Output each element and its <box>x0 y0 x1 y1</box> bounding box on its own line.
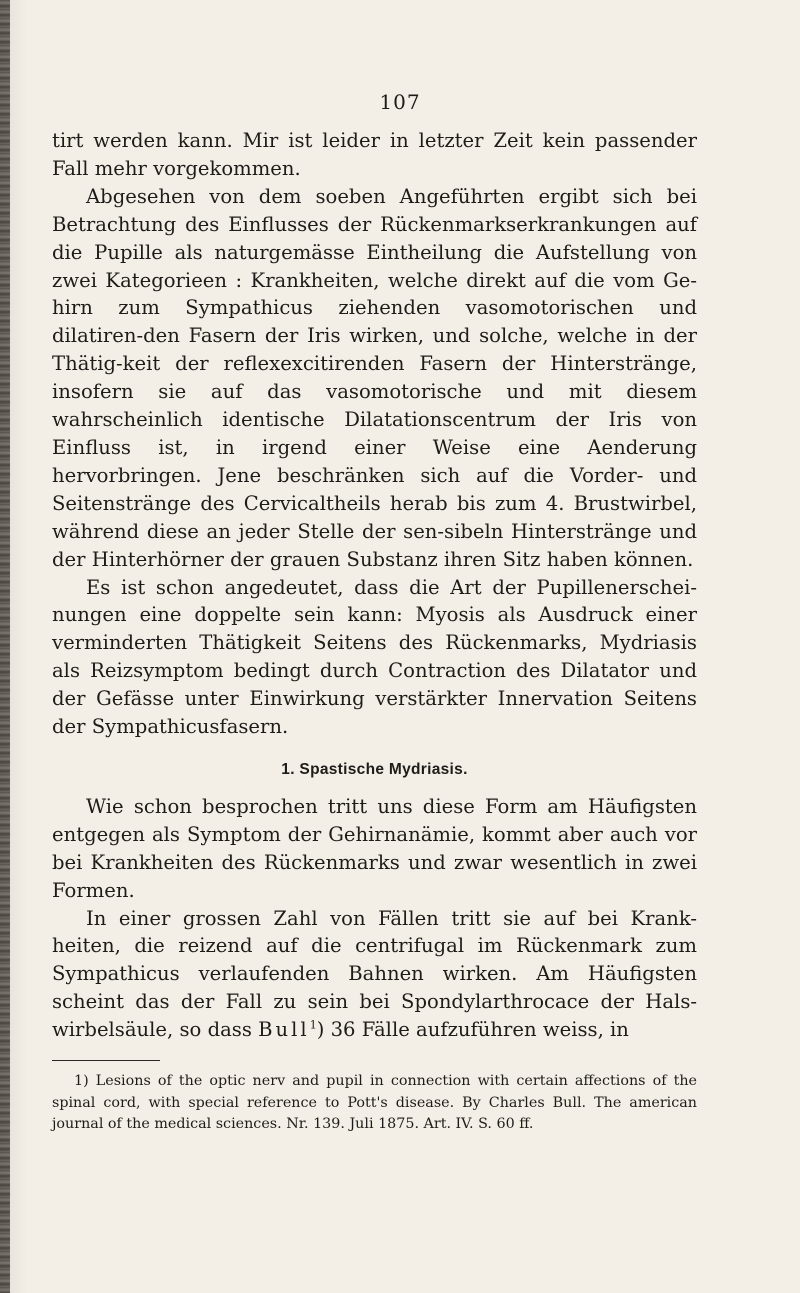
footnote-marker: 1 <box>309 1018 317 1032</box>
page-number: 107 <box>379 90 421 114</box>
paragraph-pupil-phenomena: Es ist schon angedeutet, dass die Art der Pupillenerschei-nungen eine doppelte sein kann: Myosis als Ausdruck einer verminderten Thätigkeit Seitens des Rückenmarks, Mydriasis als Reizsymptom bedingt durch Contraction des Dilatator und der Gefässe unter Einwirkung verstärkter Innervation Seitens der Sympathicusfasern. <box>52 575 697 739</box>
author-name: Bull <box>258 1018 310 1042</box>
paragraph-text-before: In einer grossen Zahl von Fällen tritt sie auf bei Krank-heiten, die reizend auf die centrifugal im Rückenmark zum Sympathicus verlaufenden Bahnen wirken. Am Häufigsten scheint das der Fall zu sein bei Spondylarthrocace der Hals-wirbelsäule, so dass <box>52 906 697 1042</box>
paragraph-continuation: tirt werden kann. Mir ist leider in letzter Zeit kein passender Fall mehr vorgekommen. <box>52 129 697 180</box>
section-heading: 1. Spastische Mydriasis. <box>281 760 468 778</box>
paragraph-spondylarthrocace <box>52 905 697 1045</box>
book-binding-edge <box>0 0 10 1293</box>
paragraph-spastic-mydriasis: Wie schon besprochen tritt uns diese Form am Häufigsten entgegen als Symptom der Gehirnanämie, kommt aber auch vor bei Krankheiten des Rückenmarks und zwar wesentlich in zwei Formen. <box>52 794 697 902</box>
paragraph-categories: Abgesehen von dem soeben Angeführten ergibt sich bei Betrachtung des Einflusses der Rückenmarkserkrankungen auf die Pupille als naturgemässe Eintheilung die Aufstellung von zwei Kategorieen : Krankheiten, welche direkt auf die vom Ge-hirn zum Sympathicus ziehenden vasomotorischen und dilatiren-den Fasern der Iris wirken, und solche, welche in der Thätig-keit der reflexexcitirenden Fasern der Hinterstränge, insofern sie auf das vasomotorische und mit diesem wahrscheinlich identische Dilatationscentrum der Iris von Einfluss ist, in irgend einer Weise eine Aenderung hervorbringen. Jene beschränken sich auf die Vorder- und Seitenstränge des Cervicaltheils herab bis zum 4. Brustwirbel, während diese an jeder Stelle der sen-sibeln Hinterstränge und der Hinterhörner der grauen Substanz ihren Sitz haben können. <box>52 184 697 571</box>
footnote <box>52 1071 697 1136</box>
footnote-text: 1) Lesions of the optic nerv and pupil in connection with certain affections of the spinal cord, with special reference to Pott's disease. By Charles Bull. The american journal of the medical sciences. Nr. 139. Juli 1875. Art. IV. S. 60 ff. <box>52 1073 697 1133</box>
paragraph-text-after: ) 36 Fälle aufzuführen weiss, in <box>316 1018 629 1042</box>
footnote-divider <box>52 1060 160 1061</box>
body-text <box>52 127 697 1136</box>
